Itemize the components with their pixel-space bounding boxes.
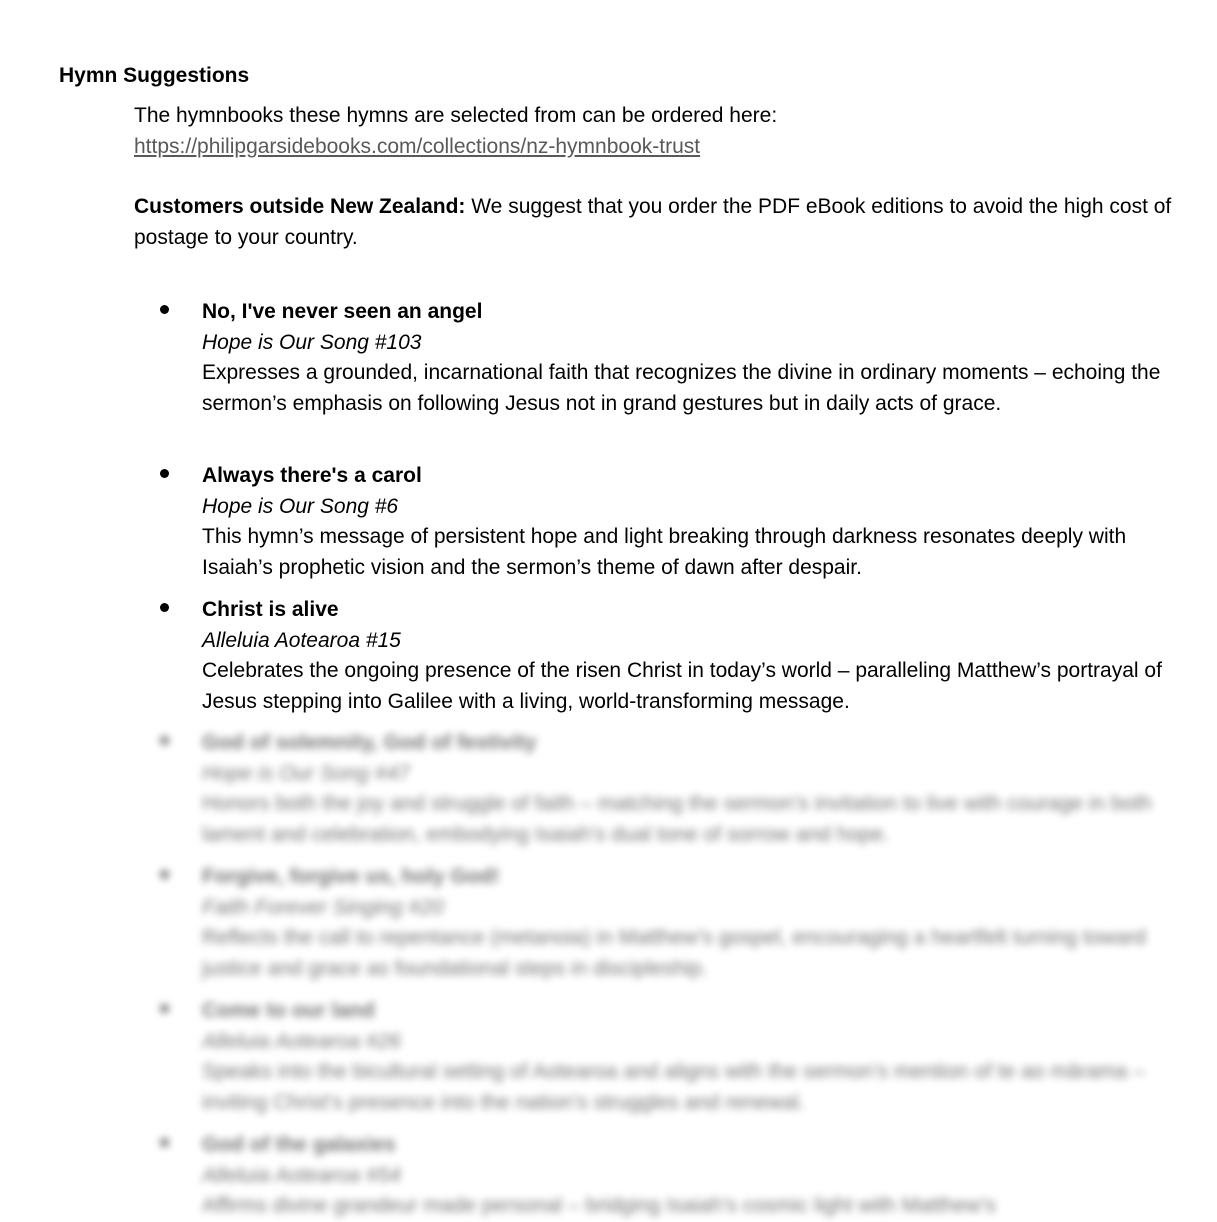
bullet-icon: [160, 870, 169, 879]
bullet-icon: [160, 1138, 169, 1147]
hymn-description: Affirms divine grandeur made personal – bridging Isaiah’s cosmic light with Matthew’s: [202, 1194, 996, 1217]
hymn-description: Celebrates the ongoing presence of the risen Christ in today’s world – paralleling Matthew’s portrayal of Jesus stepping into Galilee with a living, world-transforming message.: [202, 659, 1162, 713]
hymn-source: Hope is Our Song #6: [202, 494, 399, 518]
hymn-description: Reflects the call to repentance (metanoia) in Matthew’s gospel, encouraging a heartfelt turning toward justice and grace as foundational steps in discipleship.: [202, 926, 1146, 980]
bullet-icon: [160, 469, 169, 478]
notice-text: We suggest that you order the PDF eBook editions to avoid the high cost of postage to your country.: [134, 195, 1172, 249]
hymn-source: Alleluia Aotearoa #54: [202, 1163, 401, 1187]
intro-paragraph: [134, 101, 1194, 162]
hymn-description: Speaks into the bicultural setting of Aotearoa and aligns with the sermon’s mention of te ao mārama – inviting Christ’s presence into the nation’s struggles and renewal.: [202, 1060, 1145, 1114]
hymn-title: No, I've never seen an angel: [202, 300, 483, 323]
hymn-source: Hope is Our Song #47: [202, 761, 410, 785]
hymn-source: Alleluia Aotearoa #15: [202, 628, 401, 652]
hymn-source: Alleluia Aotearoa #26: [202, 1029, 401, 1053]
hymn-title: Come to our land: [202, 999, 375, 1022]
bullet-icon: [160, 305, 169, 314]
hymn-description: Honors both the joy and struggle of faith – matching the sermon’s invitation to live with courage in both lament and celebration, embodying Isaiah’s dual tone of sorrow and hope.: [202, 792, 1152, 846]
hymn-title: God of solemnity, God of festivity: [202, 731, 537, 754]
bullet-icon: [160, 1004, 169, 1013]
hymn-title: Always there's a carol: [202, 464, 422, 487]
hymn-title: God of the galaxies: [202, 1133, 396, 1156]
hymn-source: Hope is Our Song #103: [202, 330, 422, 354]
bullet-icon: [160, 736, 169, 745]
hymnbook-order-link[interactable]: https://philipgarsidebooks.com/collections/nz-hymnbook-trust: [134, 134, 701, 158]
hymn-description: This hymn’s message of persistent hope and light breaking through darkness resonates deeply with Isaiah’s prophetic vision and the sermon’s theme of dawn after despair.: [202, 525, 1127, 579]
bullet-icon: [160, 603, 169, 612]
hymn-description: Expresses a grounded, incarnational faith that recognizes the divine in ordinary moments – echoing the sermon’s emphasis on following Jesus not in grand gestures but in daily acts of grace.: [202, 361, 1161, 415]
intro-text: The hymnbooks these hymns are selected from can be ordered here:: [134, 104, 778, 127]
hymn-title: Forgive, forgive us, holy God!: [202, 865, 500, 888]
hymn-source: Faith Forever Singing #20: [202, 895, 444, 919]
hymn-title: Christ is alive: [202, 598, 339, 621]
page-title: Hymn Suggestions: [59, 64, 250, 87]
notice-label: Customers outside New Zealand:: [134, 195, 466, 218]
shipping-notice: [134, 192, 1194, 253]
